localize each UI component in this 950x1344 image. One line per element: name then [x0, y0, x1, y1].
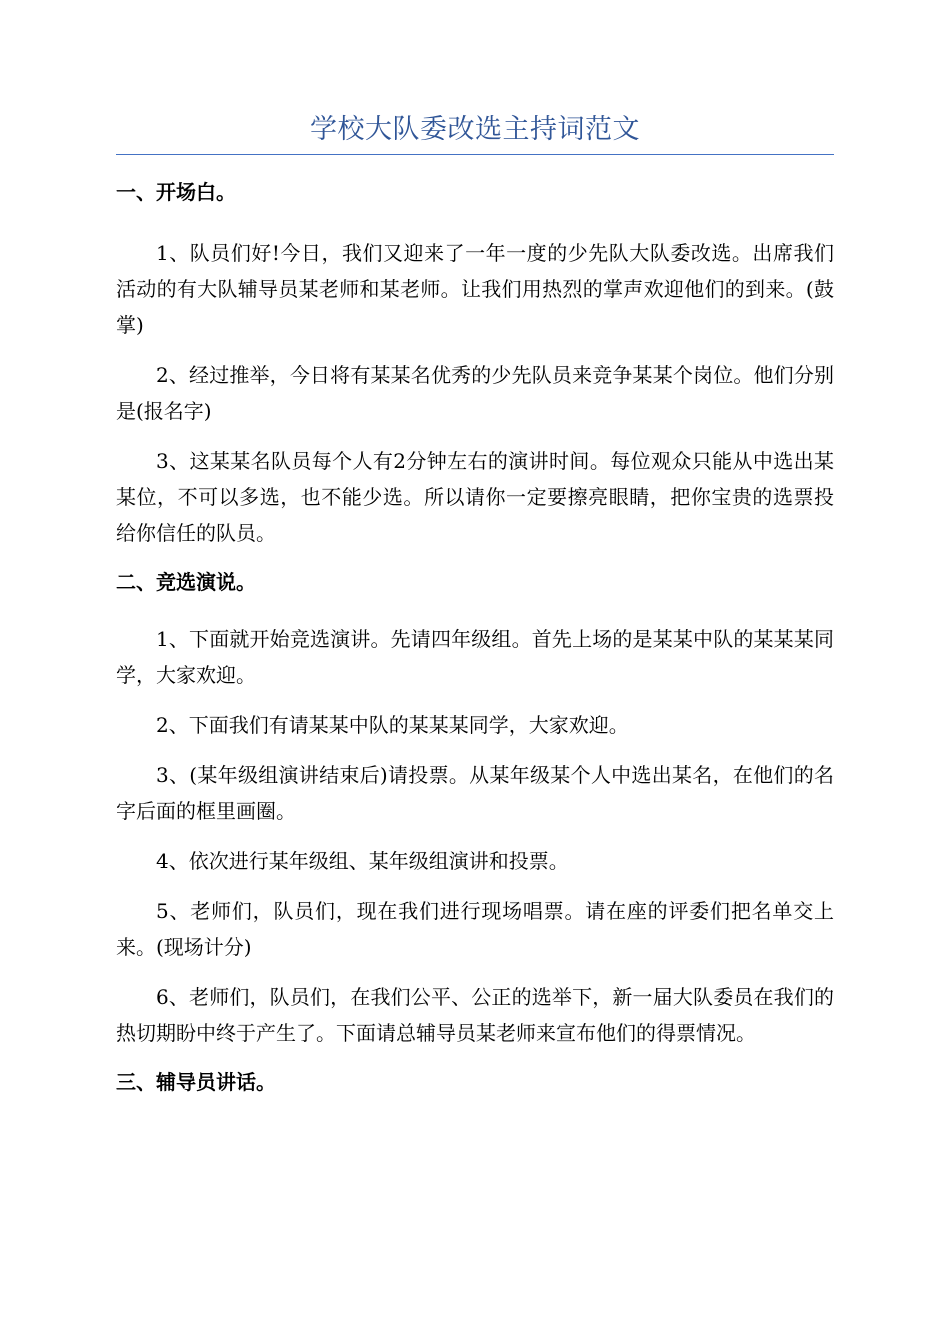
section-heading-counselor: 三、辅导员讲话。 [116, 1070, 276, 1094]
paragraph-1-1: 1、队员们好!今日，我们又迎来了一年一度的少先队大队委改选。出席我们活动的有大队辅导员某老师和某老师。让我们用热烈的掌声欢迎他们的到来。(鼓掌) [116, 241, 834, 337]
paragraph-2-1: 1、下面就开始竞选演讲。先请四年级组。首先上场的是某某中队的某某某同学，大家欢迎。 [116, 627, 834, 687]
document-page [116, 110, 834, 1097]
page-title: 学校大队委改选主持词范文 [310, 114, 640, 145]
section-heading-opening: 一、开场白。 [116, 180, 236, 204]
paragraph-2-3: 3、(某年级组演讲结束后)请投票。从某年级某个人中选出某名，在他们的名字后面的框里画圈。 [116, 763, 834, 823]
paragraph-1-2: 2、经过推举，今日将有某某名优秀的少先队员来竞争某某个岗位。他们分别是(报名字) [116, 363, 834, 423]
paragraph-2-2: 2、下面我们有请某某中队的某某某同学，大家欢迎。 [156, 713, 629, 737]
paragraph-2-4: 4、依次进行某年级组、某年级组演讲和投票。 [156, 849, 569, 873]
paragraph-2-6: 6、老师们，队员们，在我们公平、公正的选举下，新一届大队委员在我们的热切期盼中终于产生了。下面请总辅导员某老师来宣布他们的得票情况。 [116, 985, 834, 1045]
paragraph-2-5: 5、老师们，队员们，现在我们进行现场唱票。请在座的评委们把名单交上来。(现场计分) [116, 899, 834, 959]
paragraph-1-3: 3、这某某名队员每个人有2分钟左右的演讲时间。每位观众只能从中选出某某位，不可以多选，也不能少选。所以请你一定要擦亮眼睛，把你宝贵的选票投给你信任的队员。 [116, 449, 834, 545]
section-heading-speeches: 二、竞选演说。 [116, 570, 256, 594]
